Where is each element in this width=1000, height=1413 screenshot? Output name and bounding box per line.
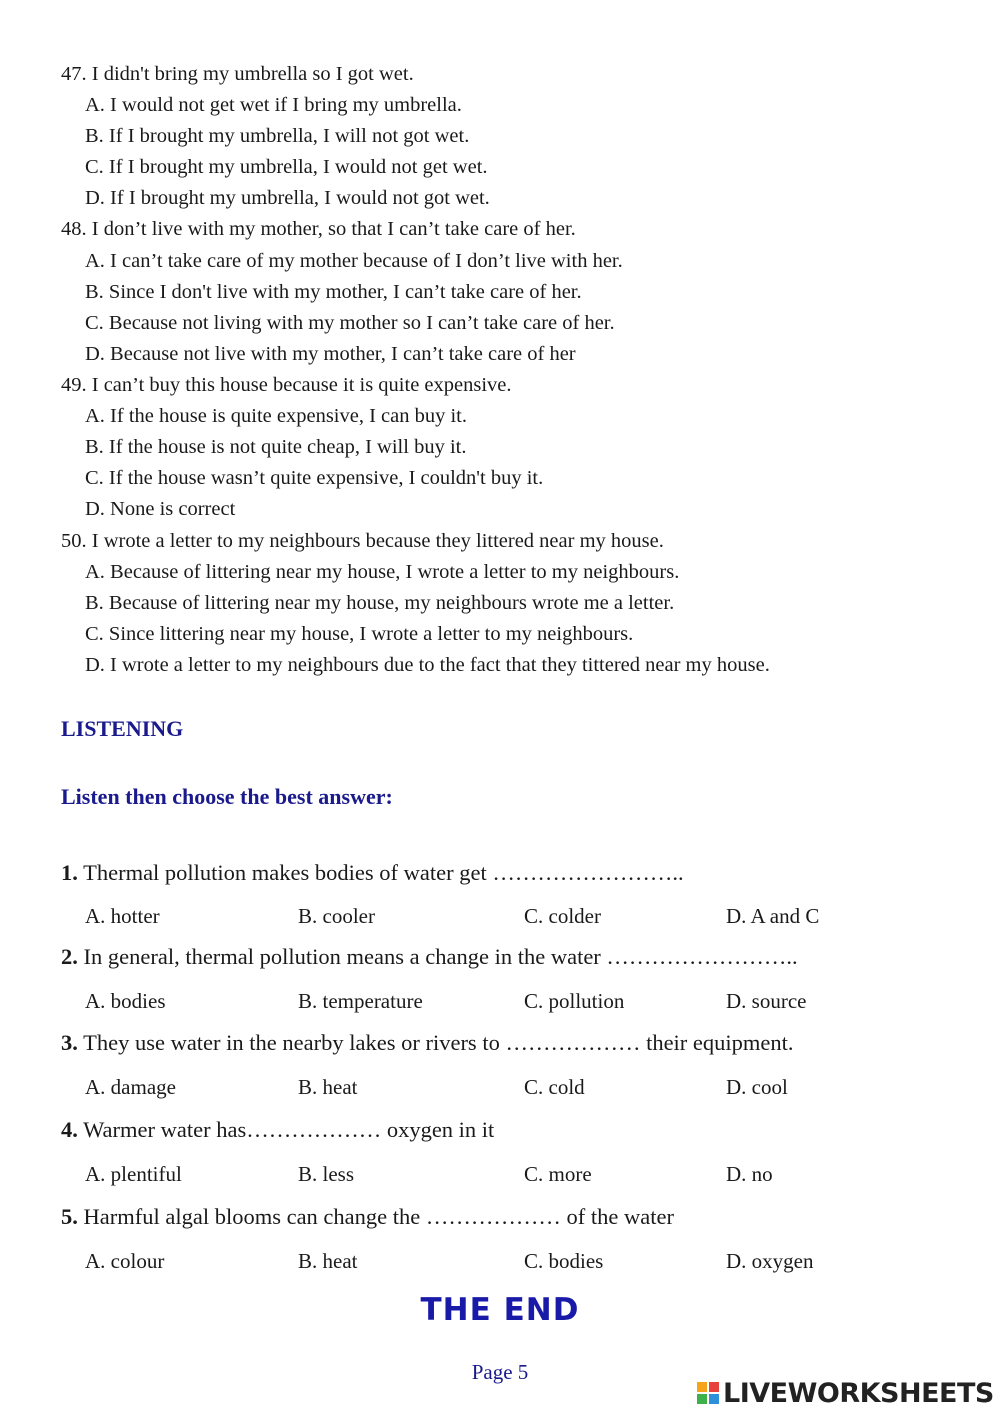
question-text: Warmer water has……………… oxygen in it: [77, 1117, 495, 1142]
answer-option[interactable]: A. Because of littering near my house, I wrote a letter to my neighbours.: [85, 561, 680, 583]
page-number: Page 5: [471, 1360, 529, 1384]
question-stem: [61, 1204, 674, 1230]
answer-option[interactable]: B. heat: [298, 1075, 358, 1099]
answer-option[interactable]: C. bodies: [524, 1249, 604, 1273]
liveworksheets-logo[interactable]: [697, 1377, 994, 1409]
question-stem: 47. I didn't bring my umbrella so I got wet.: [61, 63, 414, 85]
answer-option[interactable]: D. A and C: [726, 904, 820, 928]
answer-option[interactable]: D. cool: [726, 1075, 788, 1099]
answer-option[interactable]: D. oxygen: [726, 1249, 814, 1273]
answer-option[interactable]: A. colour: [85, 1249, 165, 1273]
answer-option[interactable]: C. cold: [524, 1075, 585, 1099]
question-text: Thermal pollution makes bodies of water get ……………………..: [77, 860, 684, 885]
answer-option[interactable]: D. source: [726, 989, 807, 1013]
question-number: 4.: [61, 1117, 78, 1142]
question-text: In general, thermal pollution means a change in the water ……………………..: [77, 944, 798, 969]
section-instruction: Listen then choose the best answer:: [61, 784, 393, 809]
question-number: 5.: [61, 1204, 78, 1229]
question-stem: [61, 1030, 794, 1056]
answer-option[interactable]: A. I would not get wet if I bring my umbrella.: [85, 94, 462, 116]
answer-option[interactable]: C. pollution: [524, 989, 625, 1013]
answer-option[interactable]: B. Since I don't live with my mother, I can’t take care of her.: [85, 281, 582, 303]
question-stem: [61, 944, 798, 970]
answer-option[interactable]: C. If the house wasn’t quite expensive, I couldn't buy it.: [85, 467, 544, 489]
question-stem: 48. I don’t live with my mother, so that I can’t take care of her.: [61, 218, 576, 240]
answer-option[interactable]: B. cooler: [298, 904, 375, 928]
question-text: They use water in the nearby lakes or rivers to ……………… their equipment.: [77, 1030, 794, 1055]
liveworksheets-logo-icon: [697, 1382, 719, 1404]
section-title: LISTENING: [61, 716, 184, 741]
answer-option[interactable]: C. If I brought my umbrella, I would not get wet.: [85, 156, 488, 178]
answer-option[interactable]: A. damage: [85, 1075, 176, 1099]
answer-option[interactable]: A. plentiful: [85, 1162, 182, 1186]
answer-option[interactable]: B. If the house is not quite cheap, I will buy it.: [85, 436, 467, 458]
answer-option[interactable]: D. If I brought my umbrella, I would not got wet.: [85, 187, 490, 209]
answer-option[interactable]: B. temperature: [298, 989, 423, 1013]
question-text: Harmful algal blooms can change the ……………… of the water: [77, 1204, 674, 1229]
answer-option[interactable]: A. If the house is quite expensive, I can buy it.: [85, 405, 468, 427]
answer-option[interactable]: A. I can’t take care of my mother because of I don’t live with her.: [85, 250, 623, 272]
answer-option[interactable]: C. Because not living with my mother so I can’t take care of her.: [85, 312, 615, 334]
answer-option[interactable]: B. If I brought my umbrella, I will not got wet.: [85, 125, 470, 147]
question-number: 1.: [61, 860, 78, 885]
answer-option[interactable]: B. heat: [298, 1249, 358, 1273]
question-stem: [61, 1117, 494, 1143]
answer-option[interactable]: D. I wrote a letter to my neighbours due to the fact that they tittered near my house.: [85, 654, 770, 676]
answer-option[interactable]: B. less: [298, 1162, 355, 1186]
question-stem: [61, 860, 684, 886]
question-stem: 50. I wrote a letter to my neighbours because they littered near my house.: [61, 530, 664, 552]
question-number: 3.: [61, 1030, 78, 1055]
answer-option[interactable]: A. bodies: [85, 989, 166, 1013]
the-end-banner: THE END: [420, 1292, 580, 1328]
answer-option[interactable]: C. more: [524, 1162, 592, 1186]
question-stem: 49. I can’t buy this house because it is quite expensive.: [61, 374, 512, 396]
answer-option[interactable]: B. Because of littering near my house, my neighbours wrote me a letter.: [85, 592, 675, 614]
answer-option[interactable]: D. Because not live with my mother, I can’t take care of her: [85, 343, 576, 365]
question-number: 2.: [61, 944, 78, 969]
answer-option[interactable]: D. no: [726, 1162, 773, 1186]
answer-option[interactable]: C. colder: [524, 904, 601, 928]
answer-option[interactable]: A. hotter: [85, 904, 160, 928]
brand-name: LIVEWORKSHEETS: [723, 1377, 994, 1409]
answer-option[interactable]: D. None is correct: [85, 498, 236, 520]
answer-option[interactable]: C. Since littering near my house, I wrote a letter to my neighbours.: [85, 623, 634, 645]
